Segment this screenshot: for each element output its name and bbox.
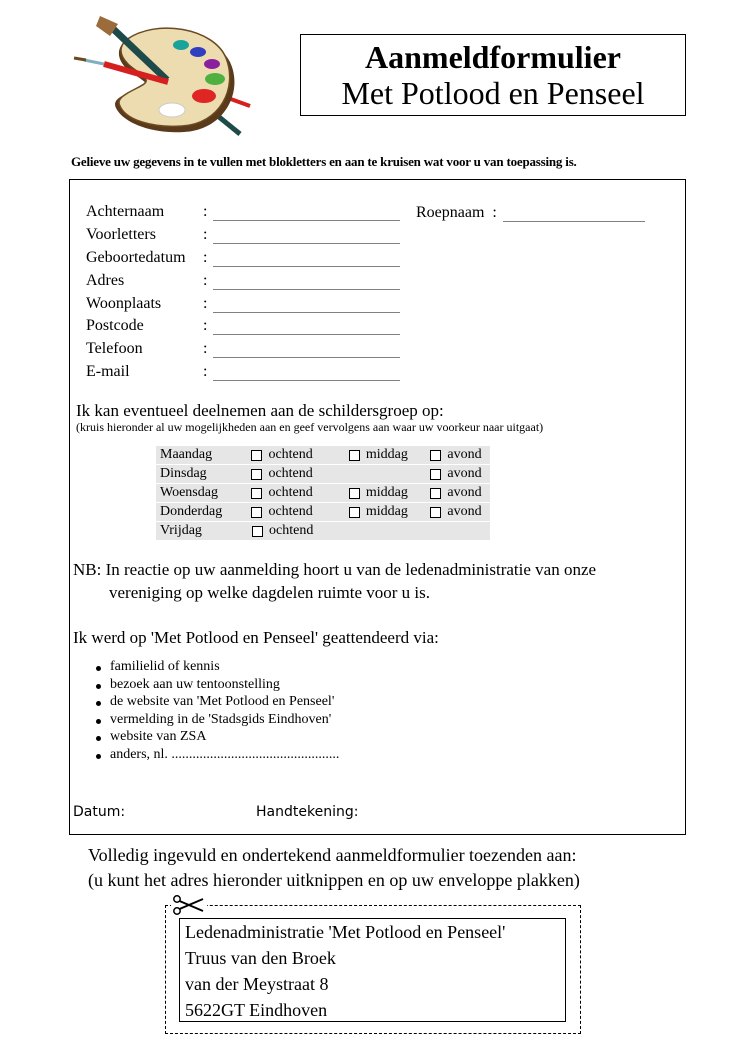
date-label: Datum:	[73, 804, 126, 820]
field-label: Postcode	[86, 317, 144, 334]
send-instruction: Volledig ingevuld en ondertekend aanmeldformulier toezenden aan:	[88, 845, 577, 865]
postcode-input[interactable]	[213, 316, 400, 335]
checkbox-maandag-middag[interactable]	[349, 450, 360, 461]
referral-option[interactable]: familielid of kennis	[96, 658, 339, 676]
schedule-row-dinsdag: Dinsdag ochtend avond	[156, 465, 490, 483]
checkbox-woensdag-avond[interactable]	[430, 488, 441, 499]
field-woonplaats: Woonplaats :	[86, 291, 400, 313]
checkbox-woensdag-middag[interactable]	[349, 488, 360, 499]
field-label: Adres	[86, 272, 125, 289]
schedule-question: Ik kan eventueel deelnemen aan de schildersgroep op:	[76, 401, 444, 420]
scissors-icon	[171, 893, 207, 917]
schedule-row-woensdag: Woensdag ochtend middag avond	[156, 484, 490, 502]
field-voorletters: Voorletters :	[86, 222, 400, 244]
roepnaam-input[interactable]	[503, 203, 645, 222]
address-line: 5622GT Eindhoven	[185, 1000, 328, 1020]
referral-option[interactable]: de website van 'Met Potlood en Penseel'	[96, 693, 339, 711]
field-geboortedatum: Geboortedatum :	[86, 245, 400, 267]
field-label: Woonplaats	[86, 295, 162, 312]
field-adres: Adres :	[86, 268, 400, 290]
checkbox-dinsdag-ochtend[interactable]	[251, 469, 262, 480]
signature-label: Handtekening:	[256, 804, 359, 820]
nb-note: NB: In reactie op uw aanmelding hoort u van de ledenadministratie van onze vereniging op welke dagdelen ruimte voor u is.	[73, 560, 597, 602]
schedule-hint: (kruis hieronder al uw mogelijkheden aan en geef vervolgens aan waar uw voorkeur naar uitgaat)	[76, 420, 544, 434]
checkbox-donderdag-middag[interactable]	[349, 507, 360, 518]
checkbox-woensdag-ochtend[interactable]	[251, 488, 262, 499]
referral-option[interactable]: vermelding in de 'Stadsgids Eindhoven'	[96, 711, 339, 729]
instruction-text: Gelieve uw gegevens in te vullen met blokletters en aan te kruisen wat voor u van toepassing is.	[71, 154, 577, 169]
woonplaats-input[interactable]	[213, 294, 400, 313]
referral-option[interactable]: anders, nl. ................................................	[96, 746, 339, 764]
referral-option[interactable]: website van ZSA	[96, 728, 339, 746]
form-title: Aanmeldformulier	[365, 39, 621, 75]
referral-question: Ik werd op 'Met Potlood en Penseel' geattendeerd via:	[73, 628, 439, 647]
checkbox-donderdag-avond[interactable]	[430, 507, 441, 518]
field-postcode: Postcode :	[86, 313, 400, 335]
checkbox-vrijdag-ochtend[interactable]	[252, 526, 263, 537]
geboortedatum-input[interactable]	[213, 248, 400, 267]
field-email: E-mail :	[86, 359, 400, 381]
schedule-table	[156, 446, 490, 541]
field-label: Geboortedatum	[86, 249, 186, 266]
title-box	[300, 34, 686, 116]
telefoon-input[interactable]	[213, 339, 400, 358]
adres-input[interactable]	[213, 271, 400, 290]
address-line: van der Meystraat 8	[185, 974, 329, 994]
field-label: Voorletters	[86, 226, 156, 243]
checkbox-maandag-avond[interactable]	[430, 450, 441, 461]
schedule-row-vrijdag: Vrijdag ochtend	[156, 522, 490, 540]
address-line: Truus van den Broek	[185, 948, 336, 968]
field-label: Achternaam	[86, 203, 165, 220]
address-label	[179, 918, 566, 1022]
referral-option[interactable]: bezoek aan uw tentoonstelling	[96, 676, 339, 694]
checkbox-maandag-ochtend[interactable]	[251, 450, 262, 461]
club-name: Met Potlood en Penseel	[341, 75, 645, 111]
email-input[interactable]	[213, 362, 400, 381]
field-label: Roepnaam	[416, 204, 485, 221]
palette-logo-icon	[64, 12, 260, 140]
field-achternaam: Achternaam :	[86, 199, 400, 221]
checkbox-dinsdag-avond[interactable]	[430, 469, 441, 480]
referral-options	[96, 658, 339, 763]
field-label: Telefoon	[86, 340, 143, 357]
voorletters-input[interactable]	[213, 225, 400, 244]
checkbox-donderdag-ochtend[interactable]	[251, 507, 262, 518]
field-label: E-mail	[86, 363, 130, 380]
field-roepnaam: Roepnaam :	[416, 200, 645, 222]
schedule-row-maandag: Maandag ochtend middag avond	[156, 446, 490, 464]
send-hint: (u kunt het adres hieronder uitknippen en op uw enveloppe plakken)	[88, 870, 580, 890]
field-telefoon: Telefoon :	[86, 336, 400, 358]
schedule-row-donderdag: Donderdag ochtend middag avond	[156, 503, 490, 521]
achternaam-input[interactable]	[213, 202, 400, 221]
address-line: Ledenadministratie 'Met Potlood en Penseel'	[185, 922, 506, 942]
